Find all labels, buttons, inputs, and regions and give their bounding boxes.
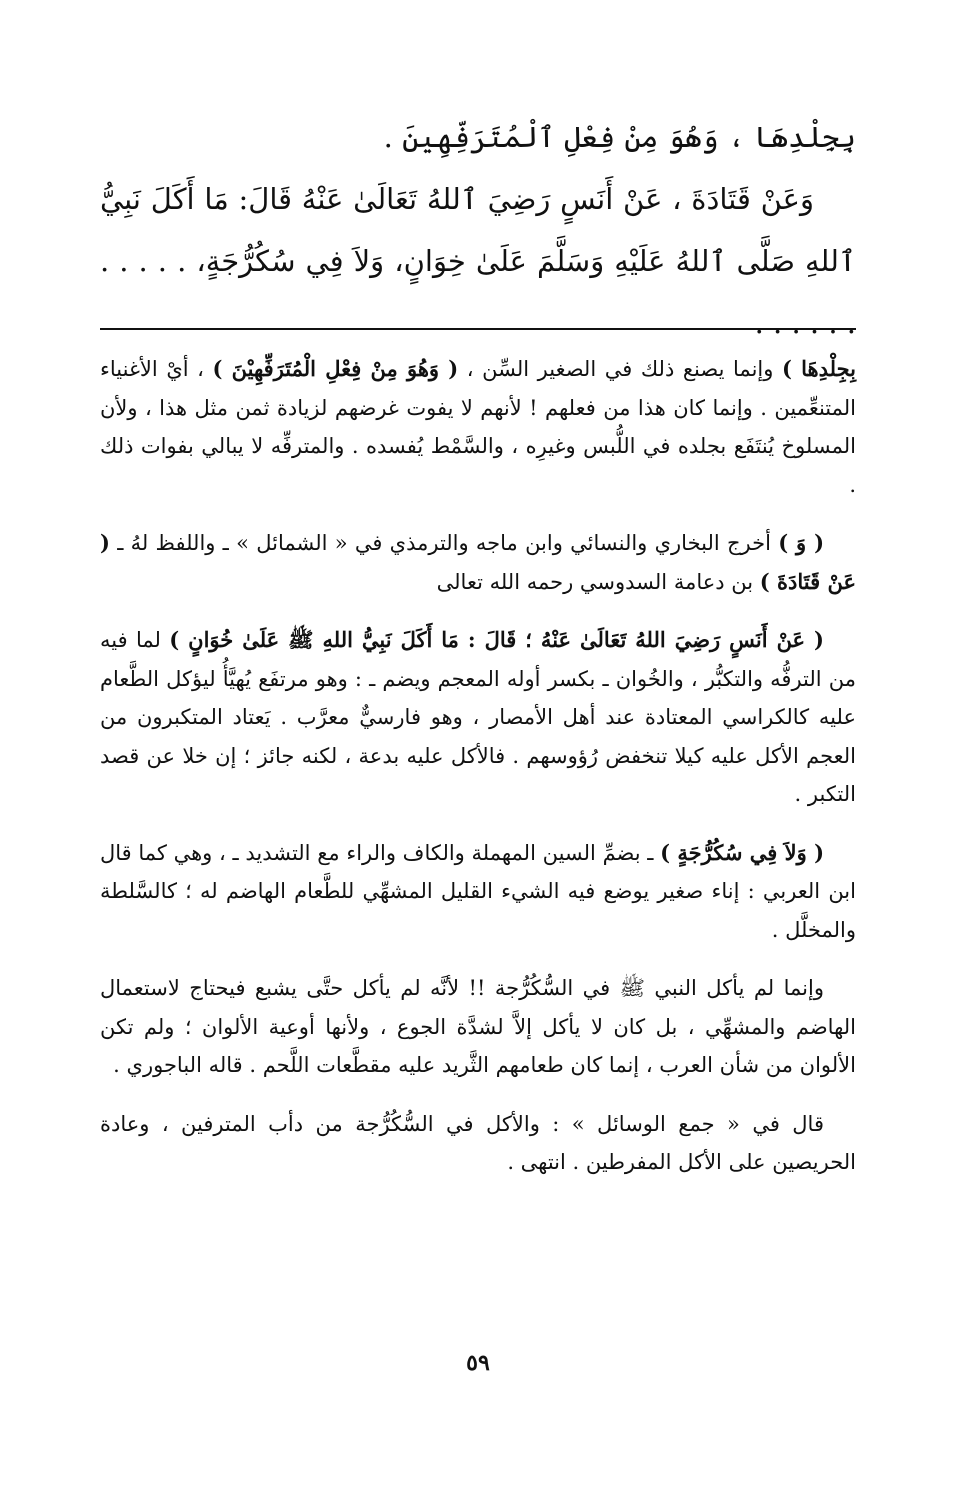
commentary-text: قال في « جمع الوسائل » : والأكل في السُّكُرُّجة من دأب المترفين ، وعادة الحريصين على الأكل المفرطين . انتهى . [100,1111,856,1174]
commentary-paragraph [100,350,856,504]
commentary [100,350,856,1202]
hadith-line-2: وَعَنْ قَتَادَةَ ، عَنْ أَنَسٍ رَضِيَ ٱللهُ تَعَالَىٰ عَنْهُ قَالَ: مَا أَكَلَ نَبِيُّ ٱللهِ صَلَّى ٱللهُ عَلَيْهِ وَسَلَّمَ عَلَىٰ خِوَانٍ، وَلاَ فِي سُكُرُّجَةٍ، . . . . . . . . . . . [100,182,856,340]
commentary-text: وإنما يصنع ذلك في الصغير السِّن ، [458,357,782,381]
hadith-text [100,106,856,354]
hadith-line-1: بِجِلْدِهَا ، وَهُوَ مِنْ فِعْلِ ٱلْمُتَرَفِّهِينَ . [383,120,856,154]
commentary-text: ، أيْ الأغنياء المتنعِّمين . وإنما كان هذا من فعلهم ! لأنهم لا يفوت غرضهم لزيادة ثمن مثل هذا ، ولأن المسلوخ يُنتَفَع بجلده في اللُّبس وغيرِه ، والسَّمْط يُفسده . والمترفِّه لا يبالي بفوات ذلك . [100,357,856,497]
bold-term: ( وَلاَ فِي سُكُرُّجَةٍ ) [660,839,825,865]
commentary-paragraph [100,834,856,950]
footnote-divider [100,328,856,330]
bold-term: ( وَهُوَ مِنْ فِعْلِ الْمُتَرَفِّهِيْنَ ) [212,356,459,381]
commentary-paragraph [100,969,856,1085]
commentary-paragraph [100,524,856,601]
commentary-text: بن دعامة السدوسي رحمه الله تعالى [436,569,760,594]
commentary-paragraph [100,1105,856,1182]
bold-term: بِجِلْدِهَا ) [781,356,856,381]
book-page [100,0,856,1485]
page-number: ٥٩ [466,1350,490,1376]
bold-term: ( وَ ) [778,530,824,555]
commentary-text: ـ بضمِّ السين المهملة والكاف والراء مع التشديد ـ ، وهي كما قال ابن العربي : إناء صغير يوضع فيه الشيء القليل المشهِّي للطَّعام الهاضم له ؛ كالسَّلطة والمخلَّل . [100,840,856,942]
commentary-text: أخرج البخاري والنسائي وابن ماجه والترمذي في « الشمائل » ـ واللفظ لهُ ـ [109,531,779,555]
commentary-paragraph [100,621,856,814]
bold-term: ( عَنْ أَنَسٍ رَضِيَ اللهُ تَعَالَىٰ عَنْهُ ؛ قَالَ : مَا أَكَلَ نَبِيُّ اللهِ ﷺ عَلَىٰ خُوَانٍ ) [169,627,824,652]
bold-term: ( عَنْ قَتَادَةَ ) [100,530,856,594]
commentary-text: وإنما لم يأكل النبي ﷺ في السُّكُرُّجة !! لأنَّه لم يأكل حتَّى يشبع فيحتاج لاستعمال الهاضم والمشهِّي ، بل كان لا يأكل إلاَّ لشدَّة الجوع ، ولأنها أوعية الألوان ؛ ولم تكن الألوان من شأن العرب ، إنما كان طعامهم الثَّريد عليه مقطَّعات اللَّحم . قاله الباجوري . [100,976,856,1077]
commentary-text: لما فيه من الترفُّه والتكبُّر ، والخُوان ـ بكسر أوله المعجم ويضم ـ : وهو مرتفَع يُهيَّأُ ليؤكل الطَّعام عليه كالكراسي المعتادة عند أهل الأمصار ، وهو فارسيٌّ معرَّب . يَعتاد المتكبرون من العجم الأكل عليه كيلا تنخفض رُؤوسهم . فالأكل عليه بدعة ، لكنه جائز ؛ إن خلا عن قصد التكبر . [100,628,856,806]
